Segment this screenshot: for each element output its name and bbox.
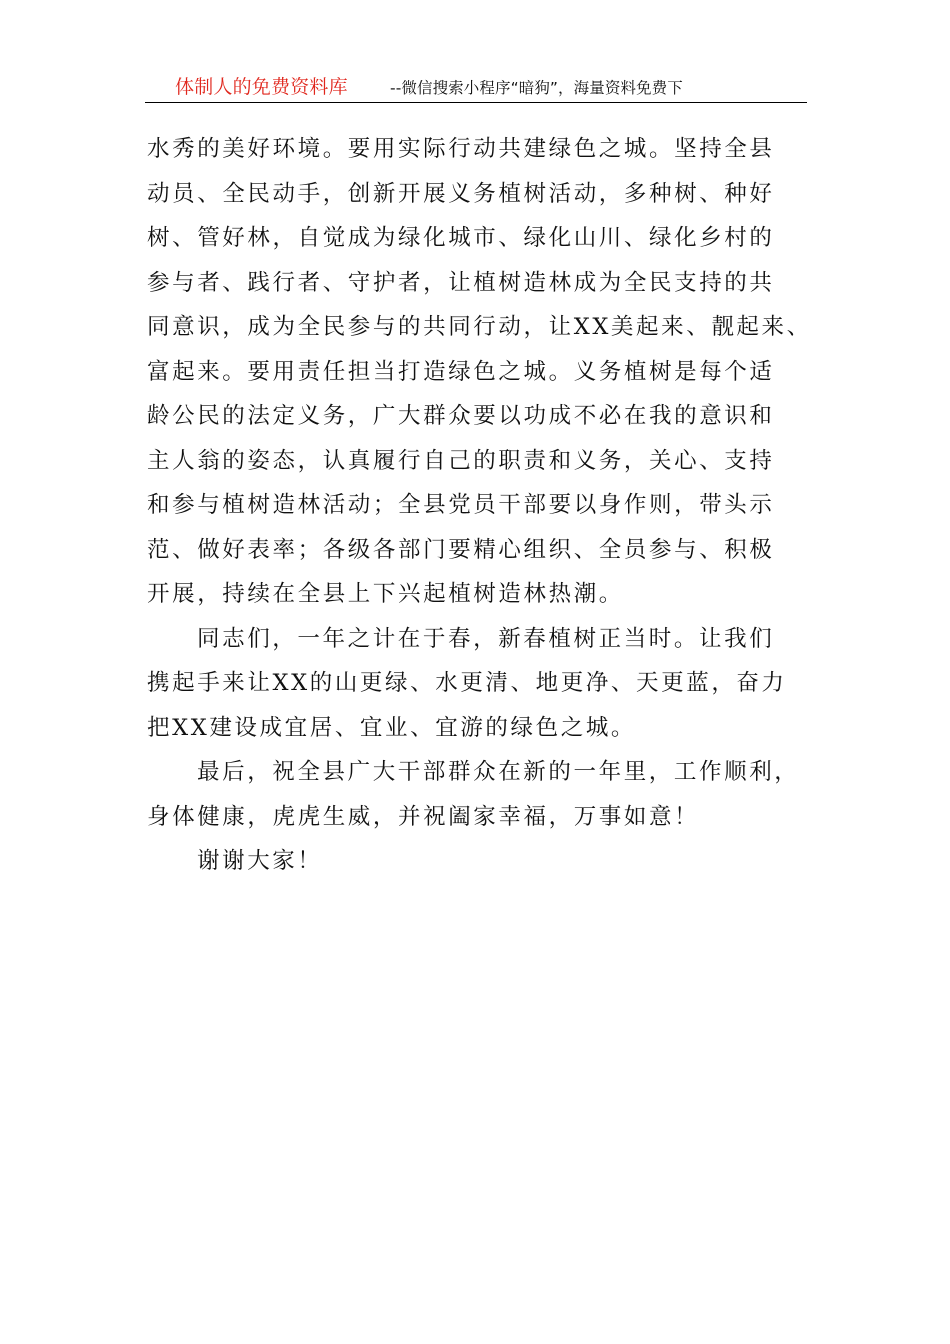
text-line: 开展，持续在全县上下兴起植树造林热潮。 — [147, 581, 624, 607]
text-line: 范、做好表率；各级各部门要精心组织、全员参与、积极 — [147, 536, 775, 563]
text-line: 动员、全民动手，创新开展义务植树活动，多种树、种好 — [147, 180, 775, 207]
page-header — [145, 70, 807, 103]
text-line: 和参与植树造林活动；全县党员干部要以身作则，带头示 — [147, 492, 775, 518]
text-line: 树、管好林，自觉成为绿化城市、绿化山川、绿化乡村的 — [147, 225, 775, 251]
text-line: 最后，祝全县广大干部群众在新的一年里，工作顺利， — [197, 759, 800, 785]
paragraph-4 — [147, 839, 837, 884]
paragraph-3 — [147, 750, 837, 839]
text-line: 身体健康，虎虎生威，并祝阖家幸福，万事如意！ — [147, 803, 700, 830]
text-line: 水秀的美好环境。要用实际行动共建绿色之城。坚持全县 — [147, 136, 775, 162]
text-line: 参与者、践行者、守护者，让植树造林成为全民支持的共 — [147, 269, 775, 296]
text-line: 谢谢大家！ — [197, 848, 323, 874]
text-line: 富起来。要用责任担当打造绿色之城。义务植树是每个适 — [147, 358, 775, 385]
text-line: 龄公民的法定义务，广大群众要以功成不必在我的意识和 — [147, 403, 775, 429]
header-brand: 体制人的免费资料库 — [175, 76, 348, 98]
text-line: 携起手来让XX的山更绿、水更清、地更净、天更蓝，奋力 — [147, 670, 787, 696]
document-body — [147, 127, 837, 884]
text-line: 同志们，一年之计在于春，新春植树正当时。让我们 — [197, 625, 775, 652]
paragraph-2 — [147, 617, 837, 751]
text-line: 主人翁的姿态，认真履行自己的职责和义务，关心、支持 — [147, 447, 775, 474]
text-line: 同意识，成为全民参与的共同行动，让XX美起来、靓起来、 — [147, 314, 812, 340]
paragraph-1 — [147, 127, 837, 617]
text-line: 把XX建设成宜居、宜业、宜游的绿色之城。 — [147, 714, 637, 741]
header-tagline: --微信搜索小程序“暗狗”，海量资料免费下 — [390, 79, 683, 97]
